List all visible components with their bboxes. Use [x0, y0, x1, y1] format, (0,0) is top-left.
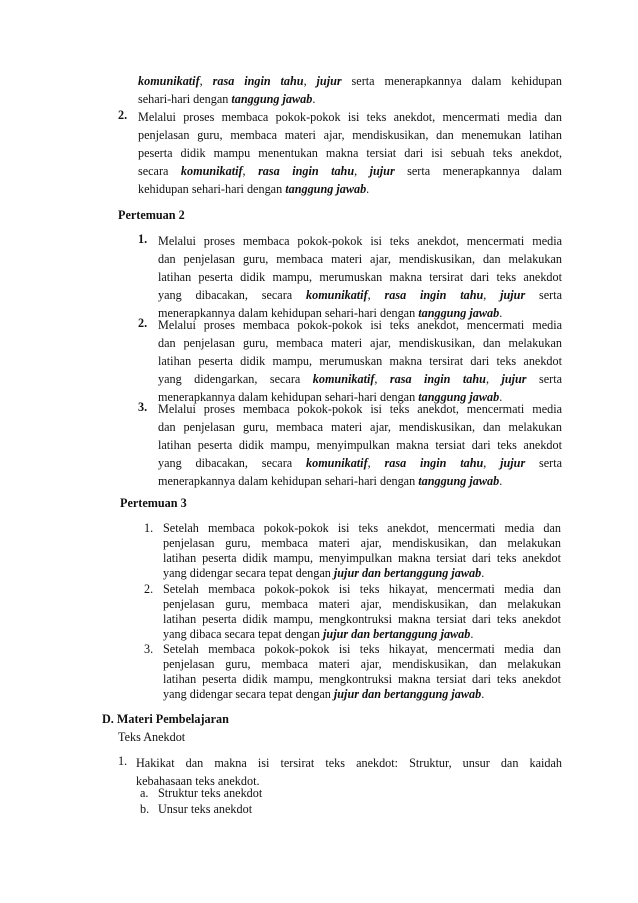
d-item1-number: 1.: [118, 754, 128, 768]
p3-item3-number: 3.: [144, 642, 154, 656]
text-line: Setelah membaca pokok-pokok isi teks hikayat, mencermati media dan: [163, 642, 561, 656]
c-item2-number: 2.: [118, 108, 128, 122]
p3-item2-number: 2.: [144, 582, 154, 596]
text-line: latihan peserta didik mampu, menyimpulkan makna tersiat dari teks anekdot: [158, 438, 562, 452]
p2-item2-number: 2.: [138, 316, 148, 330]
d-item1-text: [136, 754, 562, 790]
p2-item1-text: [158, 232, 562, 322]
text-line: penjelasan guru, membaca materi ajar, mendiskusikan, dan melakukan: [163, 597, 561, 611]
section-d-subtitle: Teks Anekdot: [118, 730, 186, 744]
text-line: latihan peserta didik mampu, merumuskan makna tersirat dari teks anekdot: [158, 270, 562, 284]
text-line: yang didengar secara tepat dengan jujur dan bertanggung jawab.: [163, 687, 485, 701]
d-subitem-b-letter: b.: [140, 802, 150, 816]
text-line: Melalui proses membaca pokok-pokok isi teks anekdot, mencermati media: [158, 234, 562, 248]
text-line: Setelah membaca pokok-pokok isi teks anekdot, mencermati media dan: [163, 521, 561, 535]
p2-item2-text: [158, 316, 562, 406]
text-line: dan penjelasan guru, membaca materi ajar, mendiskusikan, dan melakukan: [158, 336, 562, 350]
p3-item2-text: [163, 582, 561, 642]
p3-item3-text: [163, 642, 561, 702]
c-item2-line-3: peserta didik mampu menentukan makna tersiat dari isi sebuah teks anekdot,: [138, 146, 562, 160]
text-line: yang dibaca secara tepat dengan jujur dan bertanggung jawab.: [163, 627, 474, 641]
d-item1-line-1: Hakikat dan makna isi tersirat teks anekdot: Struktur, unsur dan kaidah: [136, 756, 562, 770]
c-item2-line-1: Melalui proses membaca pokok-pokok isi teks anekdot, mencermati media dan: [138, 110, 562, 124]
text-line: yang didengar secara tepat dengan jujur dan bertanggung jawab.: [163, 566, 485, 580]
text-line: yang dibacakan, secara komunikatif, rasa ingin tahu, jujur serta: [158, 456, 563, 470]
c-item2-text: [138, 108, 562, 198]
p2-item1-number: 1.: [138, 232, 148, 246]
c-item2-line-2: penjelasan guru, membaca materi ajar, mendiskusikan, dan menemukan latihan: [138, 128, 562, 142]
text-line: dan penjelasan guru, membaca materi ajar, mendiskusikan, dan melakukan: [158, 420, 562, 434]
d-subitem-a-text: Struktur teks anekdot: [158, 786, 263, 800]
text-line: yang dibacakan, secara komunikatif, rasa ingin tahu, jujur serta: [158, 288, 563, 302]
c-item1-continuation: [138, 72, 562, 108]
pertemuan-2-heading: Pertemuan 2: [118, 208, 185, 222]
d-subitem-b-text: Unsur teks anekdot: [158, 802, 253, 816]
c-item1-line-2: sehari-hari dengan tanggung jawab.: [138, 92, 316, 106]
section-d-heading: D. Materi Pembelajaran: [102, 712, 229, 726]
text-line: yang didengarkan, secara komunikatif, rasa ingin tahu, jujur serta: [158, 372, 562, 386]
p2-item3-text: [158, 400, 562, 490]
text-line: menerapkannya dalam kehidupan sehari-hari dengan tanggung jawab.: [158, 390, 503, 404]
text-line: menerapkannya dalam kehidupan sehari-hari dengan tanggung jawab.: [158, 306, 503, 320]
c-item2-line-5: kehidupan sehari-hari dengan tanggung jawab.: [138, 182, 370, 196]
text-line: latihan peserta didik mampu, merumuskan makna tersirat dari teks anekdot: [158, 354, 562, 368]
p2-item3-number: 3.: [138, 400, 148, 414]
text-line: Melalui proses membaca pokok-pokok isi teks anekdot, mencermati media: [158, 402, 562, 416]
text-line: latihan peserta didik mampu, mengkontruksi makna tersiat dari teks anekdot: [163, 672, 561, 686]
pertemuan-3-heading: Pertemuan 3: [120, 496, 187, 510]
p3-item1-text: [163, 521, 561, 581]
d-subitem-a-letter: a.: [140, 786, 149, 800]
text-line: Melalui proses membaca pokok-pokok isi teks anekdot, mencermati media: [158, 318, 562, 332]
text-line: latihan peserta didik mampu, menyimpulkan makna tersiat dari teks anekdot: [163, 551, 561, 565]
p3-item1-number: 1.: [144, 521, 154, 535]
text-line: penjelasan guru, membaca materi ajar, mendiskusikan, dan melakukan: [163, 536, 561, 550]
text-line: penjelasan guru, membaca materi ajar, mendiskusikan, dan melakukan: [163, 657, 561, 671]
text-line: Setelah membaca pokok-pokok isi teks hikayat, mencermati media dan: [163, 582, 561, 596]
d-item1-line-2: kebahasaan teks anekdot.: [136, 774, 260, 788]
text-line: latihan peserta didik mampu, mengkontruksi makna tersiat dari teks anekdot: [163, 612, 561, 626]
text-line: dan penjelasan guru, membaca materi ajar, mendiskusikan, dan melakukan: [158, 252, 562, 266]
c-item2-line-4: secara komunikatif, rasa ingin tahu, jujur serta menerapkannya dalam: [138, 164, 563, 178]
c-item1-line-1: komunikatif, rasa ingin tahu, jujur serta menerapkannya dalam kehidupan: [138, 74, 562, 88]
text-line: menerapkannya dalam kehidupan sehari-hari dengan tanggung jawab.: [158, 474, 503, 488]
